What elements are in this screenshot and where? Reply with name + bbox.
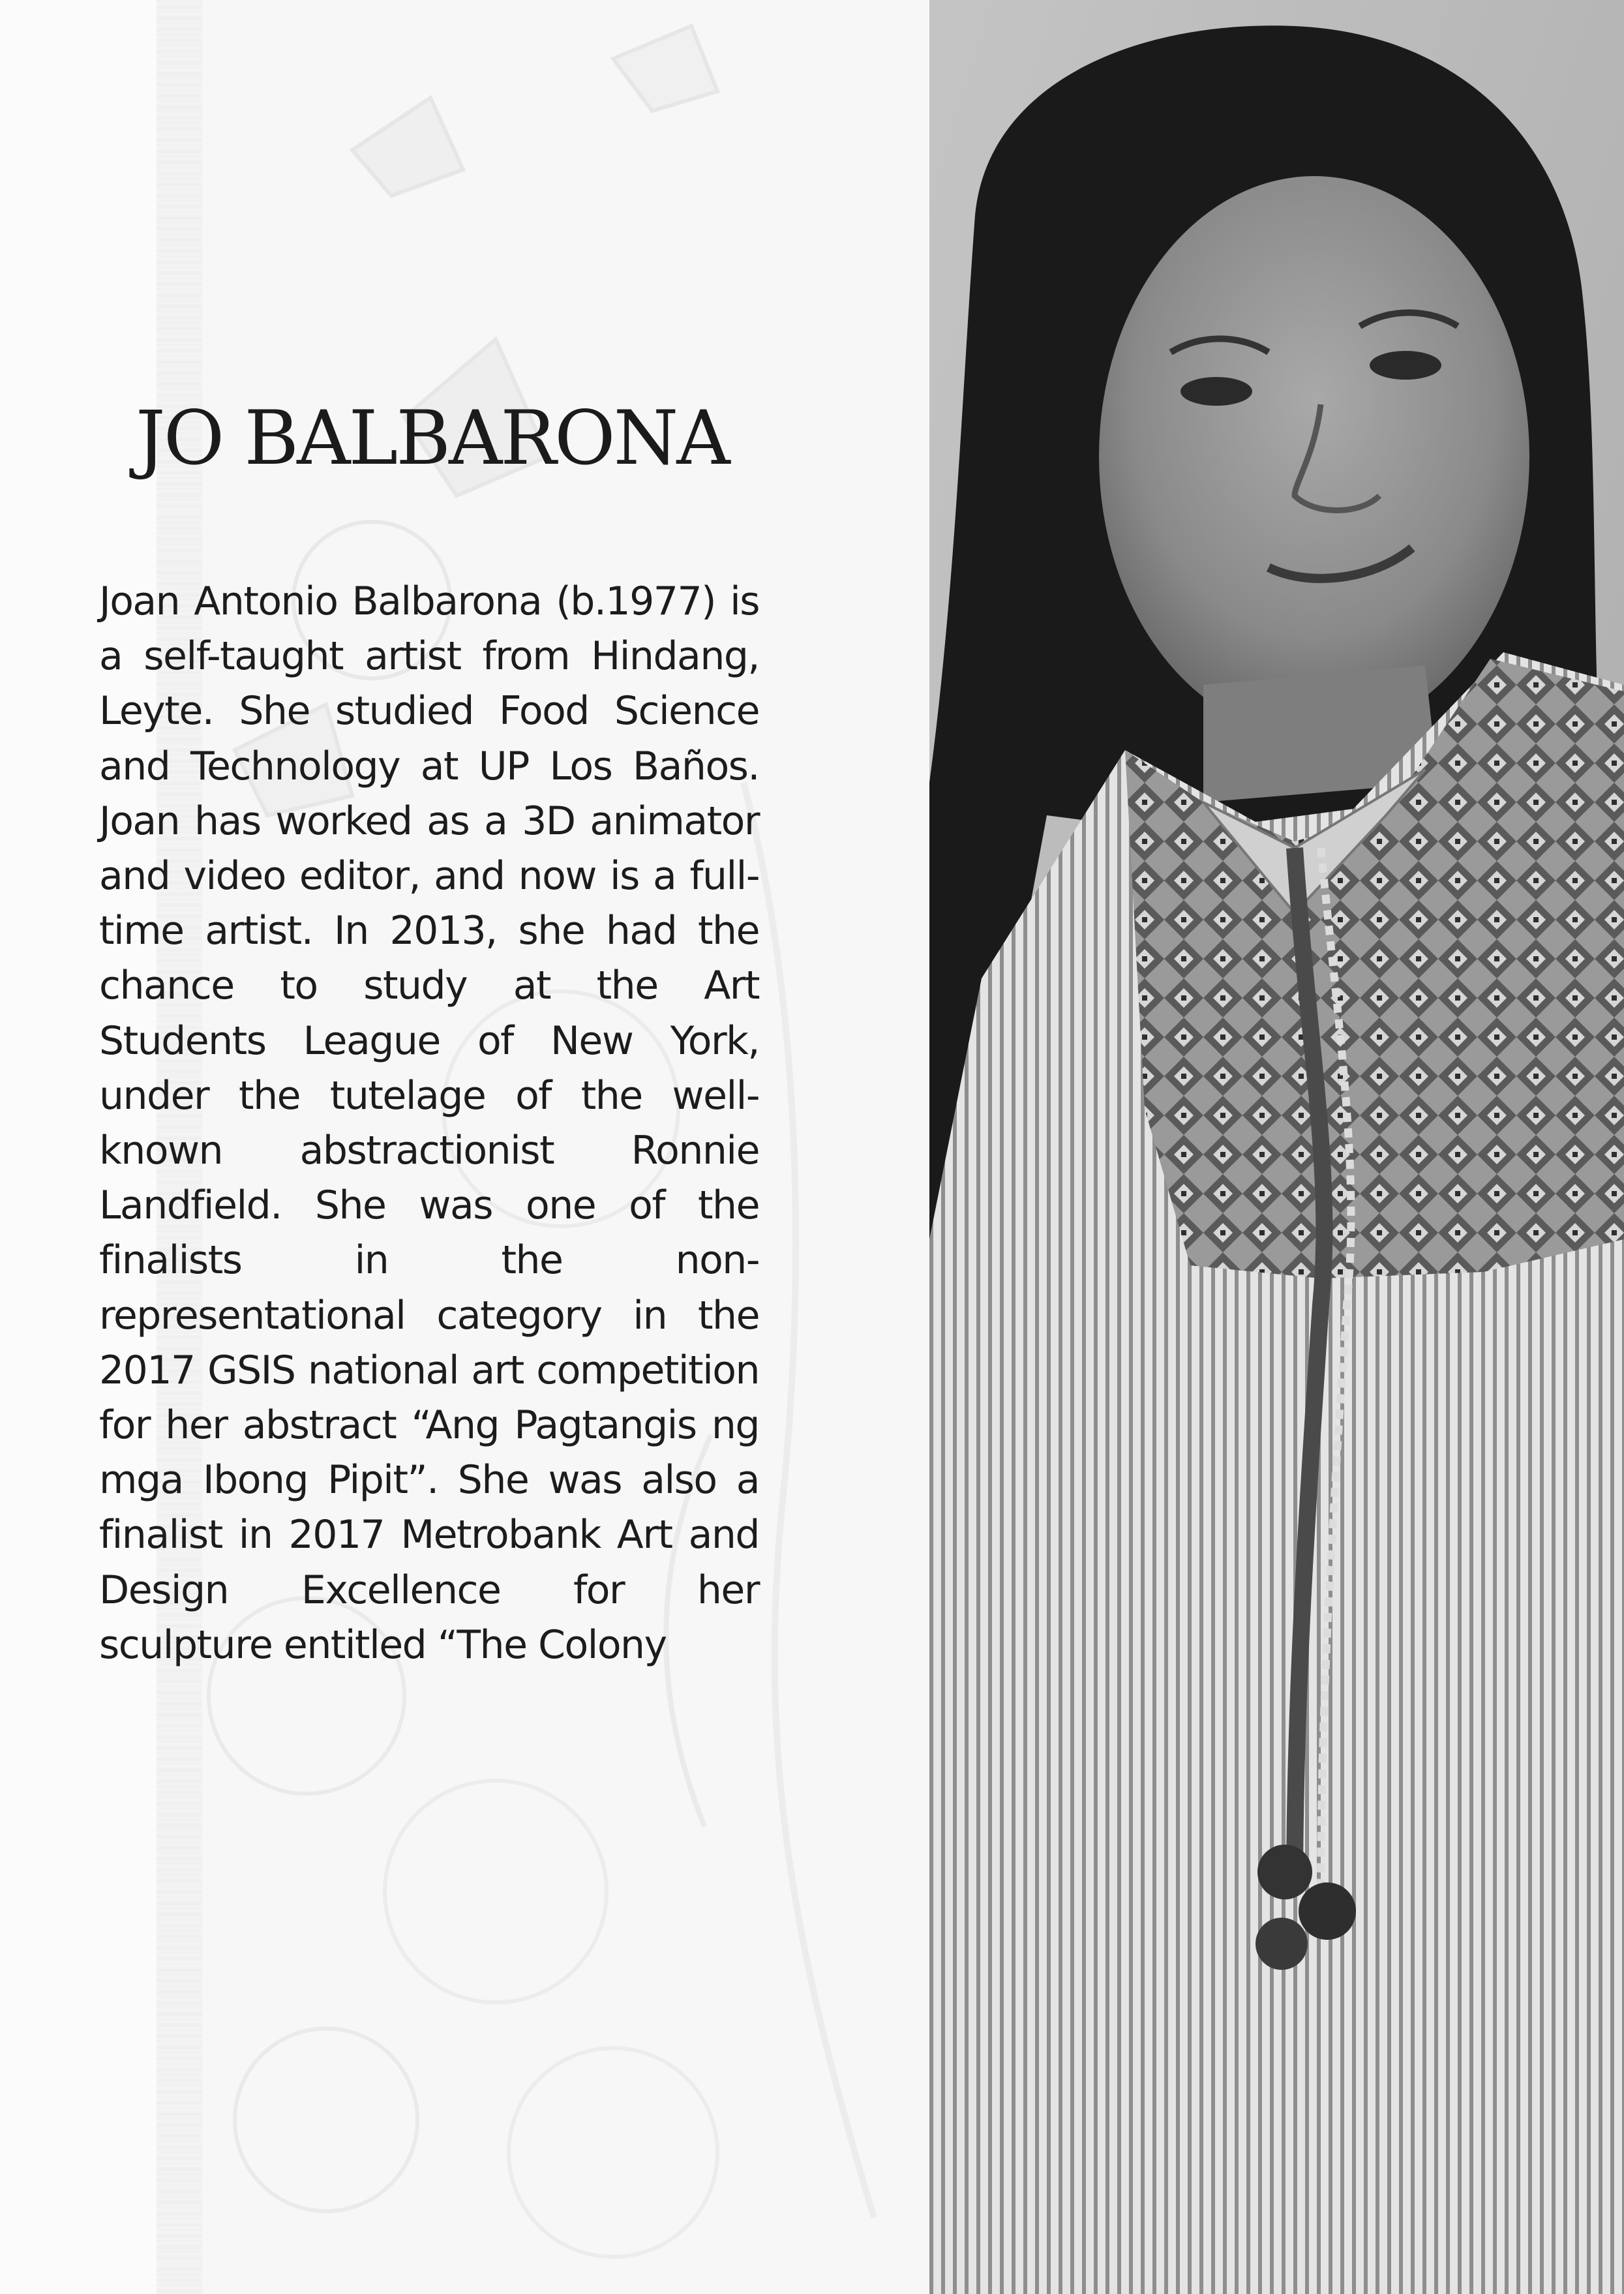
artist-portrait-photo	[929, 0, 1624, 2294]
artist-biography: Joan Antonio Balbarona (b.1977) is a self-taught artist from Hindang, Leyte. She studied Food Science and Technology at UP Los Baños. Joan has worked as a 3D animator and video editor, and now is a full-time artist. In 2013, she had the chance to study at the Art Students League of New York, under the tutelage of the well-known abstractionist Ronnie Landfield. She was one of the finalists in the non-representational category in the 2017 GSIS national art competition for her abstract “Ang Pagtangis ng mga Ibong Pipit”. She was also a finalist in 2017 Metrobank Art and Design Excellence for her sculpture entitled “The Colony	[99, 579, 759, 1668]
artist-name-heading: JO BALBARONA	[136, 395, 729, 481]
